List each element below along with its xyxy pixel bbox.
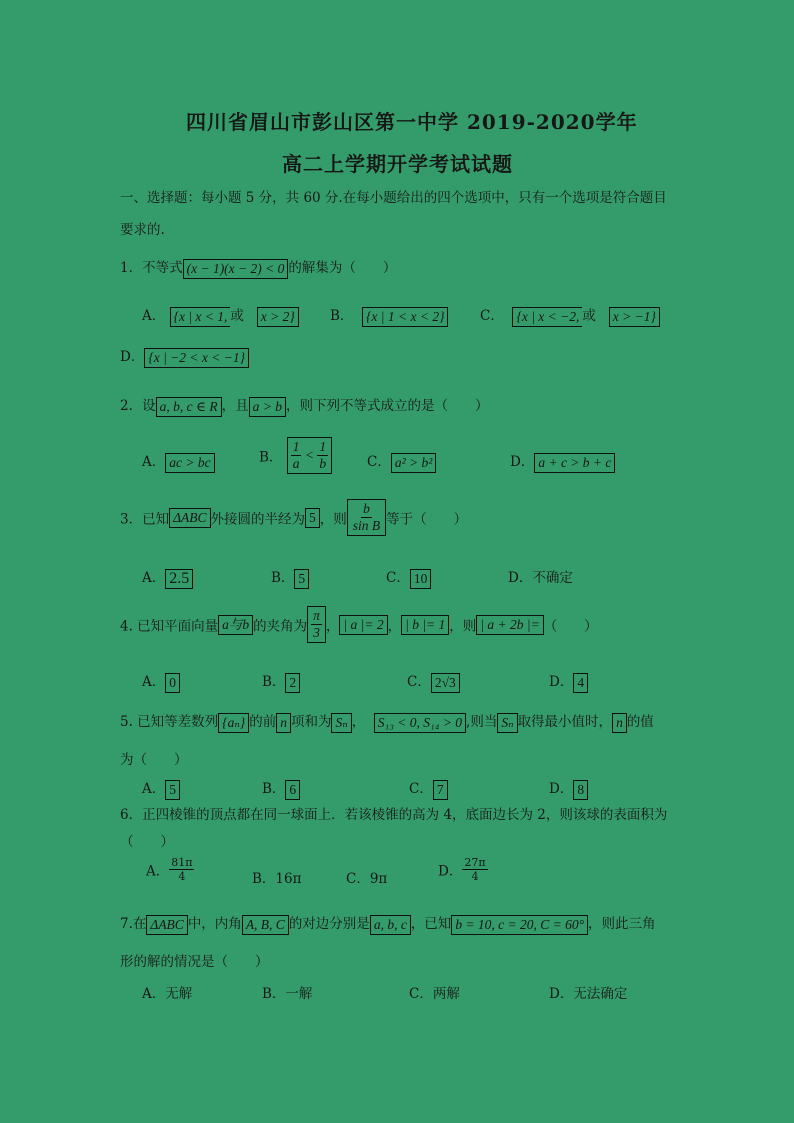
q6-d-fraction [462, 856, 487, 883]
q1-c-box2: x > −1} [609, 307, 660, 327]
option-label: C． [386, 570, 410, 586]
q1-option-d [120, 345, 249, 368]
q3-c-box: 10 [410, 569, 432, 589]
q2-a-box: ac > bc [165, 453, 214, 473]
q6-option-c: C．9π [346, 871, 388, 887]
numerator: 81π [171, 856, 193, 869]
q2-d-box: a + c > b + c [534, 453, 615, 473]
q7-option-b: B．一解 [262, 986, 313, 1002]
q3-option-d [508, 566, 573, 586]
q1-option-b [330, 304, 448, 327]
question-4-stem [120, 606, 598, 643]
q5-mid4: ,则当 [466, 714, 498, 730]
option-label: C． [409, 781, 433, 797]
q4-sep2: ， [387, 618, 402, 635]
option-label: A． [142, 674, 166, 690]
q1-a-box2: x > 2} [257, 307, 299, 327]
q5-box2: n [276, 713, 291, 733]
q7-mid1: 中，内角 [187, 916, 242, 932]
q4-box3: | b |= 1 [401, 615, 449, 635]
q7-pre: 7.在 [120, 916, 147, 932]
question-6-stem-line-1: 6．正四棱锥的顶点都在同一球面上．若该棱锥的高为 4，底面边长为 2，则该球的表面积为 [120, 807, 668, 823]
q2-box1: a, b, c ∈ R [156, 397, 222, 417]
numerator: 1 [319, 439, 327, 454]
option-label: B． [259, 449, 283, 466]
q2-mid: ，且 [221, 398, 249, 414]
q5-box3: Sₙ [331, 713, 351, 733]
option-label: B． [262, 781, 286, 797]
q4-b-box: 2 [285, 673, 300, 693]
option-label: C． [367, 454, 391, 470]
q4-a-box: 0 [165, 673, 180, 693]
numerator: 1 [292, 439, 300, 454]
q3-option-a [142, 566, 193, 589]
less-than: < [304, 447, 314, 463]
section-intro-line-2: 要求的. [120, 222, 165, 238]
q5-b-box: 6 [285, 780, 300, 800]
option-label: C． [407, 674, 431, 690]
denominator: 4 [471, 870, 479, 883]
q3-pre: 3．已知 [120, 511, 170, 528]
q3-mid: 外接圆的半经为 [210, 511, 306, 528]
q5-a-box: 5 [165, 780, 180, 800]
q5-c-box: 7 [433, 780, 448, 800]
section-intro-line-1: 一、选择题：每小题 5 分，共 60 分.在每小题给出的四个选项中，只有一个选项是符合题目 [120, 190, 667, 206]
question-5-stem [120, 710, 654, 733]
q3-fraction-box [347, 499, 386, 536]
numerator: 27π [464, 856, 486, 869]
q4-option-b [262, 670, 300, 693]
q3-b-box: 5 [294, 569, 309, 589]
option-label: C． [480, 308, 504, 324]
q7-post: ，则此三角 [588, 916, 656, 932]
option-label: D． [120, 349, 145, 365]
q1-post: 的解集为（ ） [288, 260, 397, 276]
q1-pre: 1．不等式 [120, 260, 183, 276]
q2-option-c [367, 450, 436, 473]
q4-sep: ， [325, 618, 340, 635]
question-6-stem-line-2: （ ） [120, 834, 174, 850]
option-label: A． [142, 308, 166, 324]
q7-box1: ΔABC [146, 915, 187, 935]
q6-option-d [438, 856, 488, 883]
fraction [291, 439, 302, 472]
q1-c-or: 或 [582, 308, 596, 324]
option-label: D． [438, 863, 463, 880]
q4-post: （ ） [543, 618, 598, 635]
q4-option-a [142, 670, 180, 693]
option-label: B． [262, 674, 286, 690]
q4-mid: 的夹角为 [253, 618, 308, 635]
q7-box3: a, b, c [370, 915, 411, 935]
q1-d-box: {x | −2 < x < −1} [144, 348, 249, 368]
q4-option-c [407, 670, 460, 693]
title-line-2: 高二上学期开学考试试题 [282, 152, 513, 176]
q5-mid5: 取得最小值时， [517, 714, 613, 730]
q5-pre: 5. 已知等差数列 [120, 714, 219, 730]
q4-box2: | a |= 2 [339, 615, 387, 635]
q7-option-d: D．无法确定 [549, 986, 628, 1002]
q6-option-a [146, 856, 194, 883]
option-label: D． [549, 781, 574, 797]
numerator: π [313, 608, 320, 623]
q1-a-or: 或 [230, 308, 244, 324]
fraction [311, 608, 322, 641]
q2-post: ，则下列不等式成立的是（ ） [285, 398, 489, 414]
denominator: sin B [352, 518, 381, 533]
q5-option-a [142, 777, 180, 800]
q5-box6: n [612, 713, 627, 733]
option-label: A． [146, 863, 170, 880]
denominator: 4 [178, 870, 186, 883]
q1-expr: (x − 1)(x − 2) < 0 [183, 259, 289, 279]
numerator: b [363, 501, 370, 516]
q3-a-box: 2.5 [165, 569, 193, 589]
q5-option-d [549, 777, 588, 800]
q3-option-c [386, 566, 431, 589]
q2-option-d [510, 450, 615, 473]
q2-option-a [142, 450, 215, 473]
q4-option-d [549, 670, 588, 693]
option-label: A． [142, 570, 166, 586]
q6-option-b: B．16π [252, 871, 302, 887]
q7-option-a: A．无解 [142, 986, 193, 1002]
q5-box4: S₁₃ < 0, S₁₄ > 0 [374, 713, 466, 733]
q2-c-box: a² > b² [391, 453, 436, 473]
q2-box2: a > b [249, 397, 286, 417]
q1-option-c [480, 304, 660, 327]
q3-box2: 5 [305, 508, 320, 528]
q1-option-a [142, 304, 299, 327]
q3-post: 等于（ ） [386, 511, 468, 528]
q4-angle-fraction [307, 606, 326, 643]
q1-b-box: {x | 1 < x < 2} [362, 307, 448, 327]
title-line-1: 四川省眉山市彭山区第一中学 2019-2020学年 [186, 110, 638, 134]
q5-box5: Sₙ [497, 713, 517, 733]
option-label: D． [508, 570, 533, 586]
q2-b-box [287, 437, 332, 474]
fraction [317, 439, 328, 472]
question-7-stem [120, 912, 656, 935]
q7-line-2: 形的解的情况是（ ） [120, 954, 269, 970]
q1-c-box1: {x | x < −2, [512, 307, 582, 327]
fraction [351, 501, 382, 534]
q5-mid1: 的前 [249, 714, 277, 730]
question-2-stem [120, 394, 488, 417]
q3-d-text: 不确定 [532, 570, 573, 586]
q4-box4: | a + 2b |= [476, 615, 543, 635]
q5-option-c [409, 777, 448, 800]
q3-mid2: ，则 [319, 511, 347, 528]
option-label: A． [142, 454, 166, 470]
question-1-stem [120, 256, 396, 279]
q7-mid2: 的对边分别是 [288, 916, 370, 932]
question-3-stem [120, 499, 467, 536]
q5-mid2: 项和为 [290, 714, 332, 730]
q5-post: 的值 [626, 714, 654, 730]
q5-option-b [262, 777, 300, 800]
option-label: A． [142, 781, 166, 797]
q4-d-box: 4 [573, 673, 588, 693]
q6-a-fraction [169, 856, 194, 883]
denominator: b [319, 456, 327, 471]
q7-mid3: ，已知 [410, 916, 452, 932]
q1-a-box1: {x | x < 1, [170, 307, 231, 327]
q5-box1: {aₙ} [218, 713, 249, 733]
q4-pre: 4. 已知平面向量 [120, 618, 219, 635]
q3-option-b [271, 566, 309, 589]
option-label: D． [510, 454, 535, 470]
q2-option-b [259, 437, 332, 474]
q7-box4: b = 10, c = 20, C = 60° [451, 915, 588, 935]
option-label: D． [549, 674, 574, 690]
q5-line-2: 为（ ） [120, 752, 188, 768]
q4-box1: a与b [218, 615, 253, 635]
q4-mid2: ，则 [449, 618, 477, 635]
q5-d-box: 8 [573, 780, 588, 800]
q2-pre: 2．设 [120, 398, 156, 414]
q7-box2: A, B, C [242, 915, 289, 935]
option-label: B． [330, 308, 354, 324]
option-label: B． [271, 570, 295, 586]
q5-mid3: ， [351, 714, 366, 730]
denominator: 3 [313, 625, 320, 640]
denominator: a [292, 456, 300, 471]
q3-box1: ΔABC [169, 508, 210, 528]
q4-c-box: 2√3 [431, 673, 460, 693]
q7-option-c: C．两解 [409, 986, 460, 1002]
